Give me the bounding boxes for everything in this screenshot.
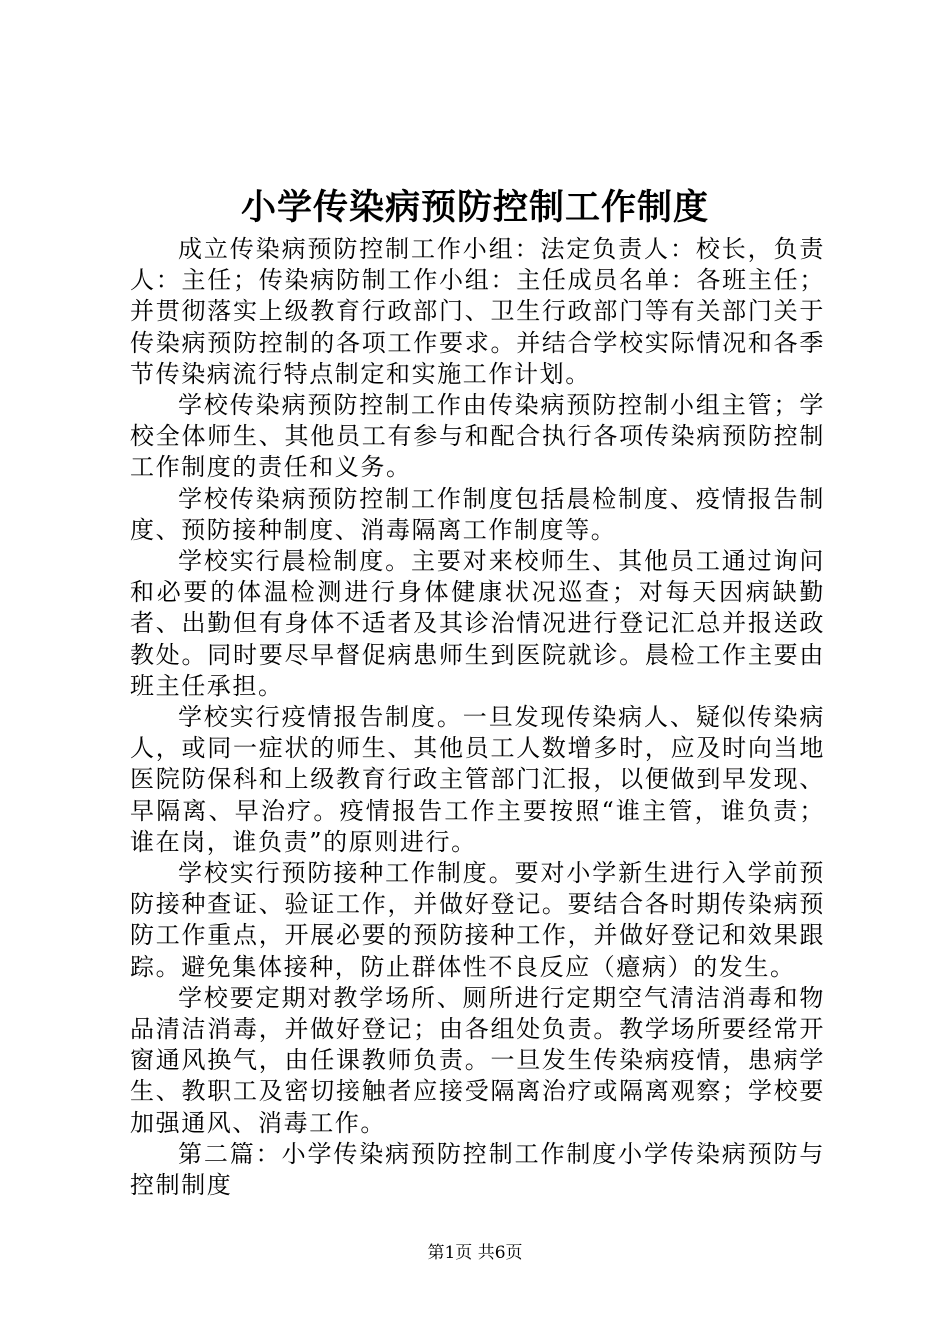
- paragraph-8: 第二篇：小学传染病预防控制工作制度小学传染病预防与控制制度: [130, 1139, 825, 1200]
- document-title: 小学传染病预防控制工作制度: [240, 187, 709, 228]
- page-number-footer: 第1页 共6页: [427, 1243, 523, 1263]
- paragraph-1: 成立传染病预防控制工作小组：法定负责人：校长，负责人：主任；传染病防制工作小组：主任成员名单：各班主任；并贯彻落实上级教育行政部门、卫生行政部门等有关部门关于传染病预防控制的各项工作要求。并结合学校实际情况和各季节传染病流行特点制定和实施工作计划。: [130, 235, 825, 388]
- paragraph-2: 学校传染病预防控制工作由传染病预防控制小组主管；学校全体师生、其他员工有参与和配合执行各项传染病预防控制工作制度的责任和义务。: [130, 391, 825, 482]
- paragraph-7: 学校要定期对教学场所、厕所进行定期空气清洁消毒和物品清洁消毒，并做好登记；由各组处负责。教学场所要经常开窗通风换气，由任课教师负责。一旦发生传染病疫情，患病学生、教职工及密切接触者应接受隔离治疗或隔离观察；学校要加强通风、消毒工作。: [130, 983, 825, 1137]
- paragraph-6: 学校实行预防接种工作制度。要对小学新生进行入学前预防接种查证、验证工作，并做好登记。要结合各时期传染病预防工作重点，开展必要的预防接种工作，并做好登记和效果跟踪。避免集体接种，防止群体性不良反应（癔病）的发生。: [130, 859, 825, 981]
- paragraph-4: 学校实行晨检制度。主要对来校师生、其他员工通过询问和必要的体温检测进行身体健康状况巡查；对每天因病缺勤者、出勤但有身体不适者及其诊治情况进行登记汇总并报送政教处。同时要尽早督促病患师生到医院就诊。晨检工作主要由班主任承担。: [130, 547, 825, 700]
- document-body: [130, 234, 825, 1201]
- paragraph-5: 学校实行疫情报告制度。一旦发现传染病人、疑似传染病人，或同一症状的师生、其他员工人数增多时，应及时向当地医院防保科和上级教育行政主管部门汇报，以便做到早发现、早隔离、早治疗。疫情报告工作主要按照“谁主管，谁负责；谁在岗，谁负责”的原则进行。: [130, 703, 825, 856]
- paragraph-3: 学校传染病预防控制工作制度包括晨检制度、疫情报告制度、预防接种制度、消毒隔离工作制度等。: [130, 484, 825, 544]
